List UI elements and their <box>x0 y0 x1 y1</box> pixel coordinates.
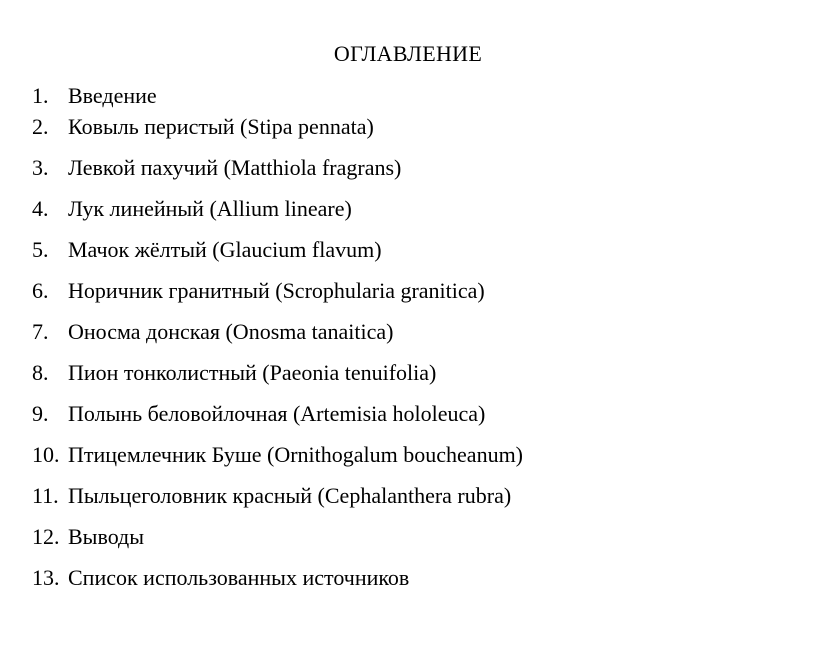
toc-text: Пион тонколистный (Paeonia tenuifolia) <box>68 360 437 385</box>
toc-number: 6. <box>32 278 49 303</box>
toc-number: 8. <box>32 360 49 385</box>
toc-number: 2. <box>32 114 49 139</box>
toc-text: Введение <box>68 83 157 108</box>
toc-item-11 <box>32 482 511 510</box>
toc-text: Оносма донская (Onosma tanaitica) <box>68 319 394 344</box>
toc-text: Левкой пахучий (Matthiola fragrans) <box>68 155 402 180</box>
toc-item-4 <box>32 195 352 223</box>
toc-item-2 <box>32 113 374 141</box>
toc-item-3 <box>32 154 401 182</box>
toc-number: 5. <box>32 237 49 262</box>
toc-text: Птицемлечник Буше (Ornithogalum boucheanum) <box>68 442 524 467</box>
toc-number: 7. <box>32 319 49 344</box>
toc-item-5 <box>32 236 382 264</box>
toc-number: 3. <box>32 155 49 180</box>
toc-text: Пыльцеголовник красный (Cephalanthera rubra) <box>68 483 512 508</box>
toc-number: 13. <box>32 565 60 590</box>
toc-item-9 <box>32 400 485 428</box>
toc-text: Выводы <box>68 524 145 549</box>
toc-item-8 <box>32 359 436 387</box>
toc-item-7 <box>32 318 393 346</box>
toc-item-1 <box>32 82 157 110</box>
toc-text: Список использованных источников <box>68 565 410 590</box>
toc-number: 11. <box>32 483 59 508</box>
toc-text: Мачок жёлтый (Glaucium flavum) <box>68 237 382 262</box>
toc-number: 10. <box>32 442 60 467</box>
toc-text: Норичник гранитный (Scrophularia granitica) <box>68 278 485 303</box>
toc-item-13 <box>32 564 409 592</box>
toc-item-6 <box>32 277 485 305</box>
toc-text: Ковыль перистый (Stipa pennata) <box>68 114 374 139</box>
toc-item-10 <box>32 441 523 469</box>
toc-number: 4. <box>32 196 49 221</box>
toc-text: Лук линейный (Allium lineare) <box>68 196 352 221</box>
toc-number: 1. <box>32 83 49 108</box>
toc-number: 12. <box>32 524 60 549</box>
toc-number: 9. <box>32 401 49 426</box>
toc-item-12 <box>32 523 144 551</box>
toc-text: Полынь беловойлочная (Artemisia hololeuca) <box>68 401 486 426</box>
page-title: ОГЛАВЛЕНИЕ <box>333 41 483 66</box>
